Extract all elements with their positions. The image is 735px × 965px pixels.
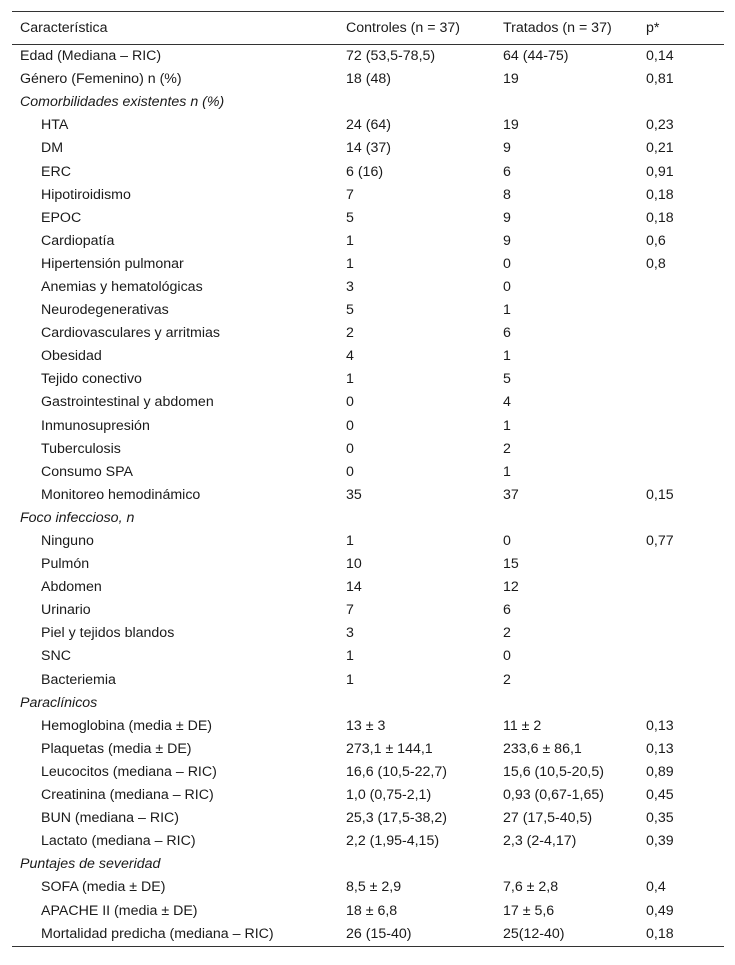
tratados-value: 2,3 (2-4,17) <box>503 833 577 850</box>
header-caracteristica: Característica <box>12 12 338 45</box>
tratados-value: 6 <box>503 325 511 342</box>
row-label: Urinario <box>41 602 91 619</box>
p-value: 0,18 <box>646 186 674 203</box>
p-value <box>638 415 724 438</box>
p-value: 0,4 <box>646 879 666 896</box>
table-row <box>12 345 724 368</box>
row-label: Mortalidad predicha (mediana – RIC) <box>12 923 338 947</box>
row-label: Anemias y hematológicas <box>41 278 203 295</box>
tratados-value: 2 <box>503 671 511 688</box>
p-value: 0,6 <box>646 232 666 249</box>
p-value <box>638 553 724 576</box>
p-value <box>638 438 724 461</box>
controles-value: 0 <box>346 394 354 411</box>
p-value <box>638 391 724 414</box>
tratados-value: 1 <box>503 463 511 480</box>
row-label: Cardiopatía <box>41 232 115 249</box>
row-label: BUN (mediana – RIC) <box>41 810 179 827</box>
controles-value: 7 <box>346 602 354 619</box>
row-label: Neurodegenerativas <box>41 302 169 319</box>
row-label: Tuberculosis <box>41 440 121 457</box>
tratados-value: 64 (44-75) <box>503 48 569 65</box>
controles-value: 1,0 (0,75-2,1) <box>346 787 432 804</box>
table-row <box>12 669 724 692</box>
p-value: 0,18 <box>638 923 724 947</box>
controles-value: 0 <box>346 417 354 434</box>
tratados-value: 6 <box>503 163 511 180</box>
row-label: Lactato (mediana – RIC) <box>41 833 196 850</box>
controles-value: 2 <box>346 325 354 342</box>
row-label: Hemoglobina (media ± DE) <box>41 717 213 734</box>
controles-value: 7 <box>346 186 354 203</box>
row-label: Hipertensión pulmonar <box>41 255 184 272</box>
tratados-value: 15 <box>503 556 519 573</box>
row-label: Gastrointestinal y abdomen <box>41 394 214 411</box>
table-row <box>12 438 724 461</box>
p-value: 0,13 <box>646 740 674 757</box>
section-title: Comorbilidades existentes n (%) <box>20 94 225 111</box>
row-label: Monitoreo hemodinámico <box>41 486 201 503</box>
tratados-value: 233,6 ± 86,1 <box>503 740 582 757</box>
section-row <box>12 853 724 876</box>
section-title: Puntajes de severidad <box>20 856 161 873</box>
controles-value: 35 <box>346 486 362 503</box>
table-row <box>12 622 724 645</box>
controles-value: 0 <box>346 440 354 457</box>
controles-value: 14 <box>346 579 362 596</box>
p-value <box>638 599 724 622</box>
controles-value: 13 ± 3 <box>346 717 386 734</box>
table-row <box>12 738 724 761</box>
row-label: Cardiovasculares y arritmias <box>41 325 220 342</box>
tratados-value: 0 <box>503 533 511 550</box>
row-label: SOFA (media ± DE) <box>41 879 166 896</box>
table-row <box>12 207 724 230</box>
section-row <box>12 91 724 114</box>
tratados-value: 15,6 (10,5-20,5) <box>503 763 604 780</box>
p-value: 0,39 <box>646 833 674 850</box>
p-value <box>638 368 724 391</box>
tratados-value: 0 <box>503 648 511 665</box>
controles-value: 0 <box>346 463 354 480</box>
tratados-value: 0,93 (0,67-1,65) <box>503 787 604 804</box>
tratados-value: 1 <box>503 302 511 319</box>
row-label: Leucocitos (mediana – RIC) <box>41 763 217 780</box>
row-label: Plaquetas (media ± DE) <box>41 740 192 757</box>
row-label: Piel y tejidos blandos <box>41 625 175 642</box>
tratados-value: 1 <box>503 417 511 434</box>
tratados-value: 9 <box>503 140 511 157</box>
tratados-value: 4 <box>503 394 511 411</box>
table-row <box>12 276 724 299</box>
controles-value: 4 <box>346 348 354 365</box>
table-row <box>12 484 724 507</box>
tratados-value: 6 <box>503 602 511 619</box>
p-value: 0,21 <box>646 140 674 157</box>
row-label: Bacteriemia <box>41 671 116 688</box>
tratados-value: 37 <box>503 486 519 503</box>
table-row <box>12 530 724 553</box>
table-row <box>12 599 724 622</box>
row-label: SNC <box>41 648 71 665</box>
controles-value: 1 <box>346 533 354 550</box>
p-value <box>638 576 724 599</box>
controles-value: 8,5 ± 2,9 <box>346 879 402 896</box>
row-label: Ninguno <box>41 533 94 550</box>
controles-value: 24 (64) <box>346 117 391 134</box>
tratados-value: 27 (17,5-40,5) <box>503 810 593 827</box>
p-value: 0,81 <box>646 71 674 88</box>
table-row <box>12 368 724 391</box>
table-row <box>12 230 724 253</box>
section-title: Paraclínicos <box>20 694 98 711</box>
controles-value: 72 (53,5-78,5) <box>346 48 436 65</box>
table-row <box>12 68 724 91</box>
table-row <box>12 923 724 947</box>
p-value <box>638 669 724 692</box>
row-label: Pulmón <box>41 556 90 573</box>
p-value <box>638 322 724 345</box>
header-controles: Controles (n = 37) <box>338 12 495 45</box>
controles-value: 16,6 (10,5-22,7) <box>346 763 447 780</box>
row-label: Edad (Mediana – RIC) <box>20 48 162 65</box>
controles-value: 18 (48) <box>346 71 391 88</box>
table-row <box>12 45 724 69</box>
p-value <box>638 276 724 299</box>
row-label: Hipotiroidismo <box>41 186 131 203</box>
controles-value: 25,3 (17,5-38,2) <box>346 810 447 827</box>
row-label: DM <box>41 140 64 157</box>
table-row <box>12 114 724 137</box>
characteristics-table-container <box>12 11 724 947</box>
row-label: APACHE II (media ± DE) <box>41 902 198 919</box>
table-row <box>12 761 724 784</box>
table-row <box>12 645 724 668</box>
table-row <box>12 137 724 160</box>
controles-value: 1 <box>346 671 354 688</box>
tratados-value: 19 <box>503 71 519 88</box>
header-tratados: Tratados (n = 37) <box>495 12 638 45</box>
tratados-value: 5 <box>503 371 511 388</box>
p-value: 0,91 <box>646 163 674 180</box>
tratados-value: 17 ± 5,6 <box>503 902 555 919</box>
p-value: 0,45 <box>646 787 674 804</box>
row-label: Obesidad <box>41 348 102 365</box>
tratados-value: 9 <box>503 209 511 226</box>
tratados-value: 12 <box>503 579 519 596</box>
table-row <box>12 715 724 738</box>
tratados-value: 2 <box>503 440 511 457</box>
table-row <box>12 576 724 599</box>
p-value: 0,35 <box>646 810 674 827</box>
row-label: ERC <box>41 163 71 180</box>
section-title: Foco infeccioso, n <box>20 509 135 526</box>
p-value: 0,18 <box>646 209 674 226</box>
p-value <box>638 461 724 484</box>
p-value <box>638 345 724 368</box>
controles-value: 1 <box>346 232 354 249</box>
row-label: Abdomen <box>41 579 102 596</box>
p-value: 0,77 <box>646 533 674 550</box>
table-row <box>12 807 724 830</box>
p-value: 0,15 <box>646 486 674 503</box>
tratados-value: 9 <box>503 232 511 249</box>
tratados-value: 0 <box>503 255 511 272</box>
table-row <box>12 830 724 853</box>
characteristics-table <box>12 11 724 947</box>
row-label: EPOC <box>41 209 82 226</box>
table-row <box>12 322 724 345</box>
controles-value: 6 (16) <box>346 163 384 180</box>
p-value: 0,23 <box>646 117 674 134</box>
table-row <box>12 876 724 899</box>
controles-value: 18 ± 6,8 <box>346 902 398 919</box>
p-value: 0,49 <box>646 902 674 919</box>
controles-value: 14 (37) <box>346 140 391 157</box>
section-row <box>12 692 724 715</box>
p-value: 0,13 <box>646 717 674 734</box>
row-label: Consumo SPA <box>41 463 133 480</box>
table-body <box>12 45 724 947</box>
controles-value: 1 <box>346 371 354 388</box>
table-row <box>12 160 724 183</box>
table-row <box>12 253 724 276</box>
row-label: Inmunosupresión <box>41 417 150 434</box>
controles-value: 3 <box>346 625 354 642</box>
controles-value: 1 <box>346 255 354 272</box>
header-row <box>12 12 724 45</box>
table-row <box>12 553 724 576</box>
table-row <box>12 184 724 207</box>
tratados-value: 19 <box>503 117 519 134</box>
table-row <box>12 391 724 414</box>
p-value: 0,14 <box>646 48 674 65</box>
table-row <box>12 299 724 322</box>
table-header <box>12 12 724 45</box>
tratados-value: 0 <box>503 278 511 295</box>
controles-value: 2,2 (1,95-4,15) <box>346 833 440 850</box>
table-row <box>12 784 724 807</box>
p-value: 0,8 <box>646 255 666 272</box>
table-row <box>12 415 724 438</box>
controles-value: 3 <box>346 278 354 295</box>
row-label: Género (Femenino) n (%) <box>20 71 182 88</box>
tratados-value: 7,6 ± 2,8 <box>503 879 559 896</box>
tratados-value: 2 <box>503 625 511 642</box>
row-label: Creatinina (mediana – RIC) <box>41 787 214 804</box>
p-value: 0,89 <box>646 763 674 780</box>
tratados-value: 11 ± 2 <box>503 717 542 734</box>
controles-value: 273,1 ± 144,1 <box>346 740 433 757</box>
controles-value: 5 <box>346 209 354 226</box>
controles-value: 10 <box>346 556 362 573</box>
tratados-value: 1 <box>503 348 511 365</box>
table-row <box>12 899 724 922</box>
table-row <box>12 461 724 484</box>
p-value <box>638 645 724 668</box>
header-p-value: p* <box>638 12 724 45</box>
tratados-value: 25(12-40) <box>495 923 638 947</box>
controles-value: 5 <box>346 302 354 319</box>
controles-value: 26 (15-40) <box>338 923 495 947</box>
controles-value: 1 <box>346 648 354 665</box>
tratados-value: 8 <box>503 186 511 203</box>
section-row <box>12 507 724 530</box>
p-value <box>638 622 724 645</box>
row-label: HTA <box>41 117 69 134</box>
row-label: Tejido conectivo <box>41 371 142 388</box>
p-value <box>638 299 724 322</box>
